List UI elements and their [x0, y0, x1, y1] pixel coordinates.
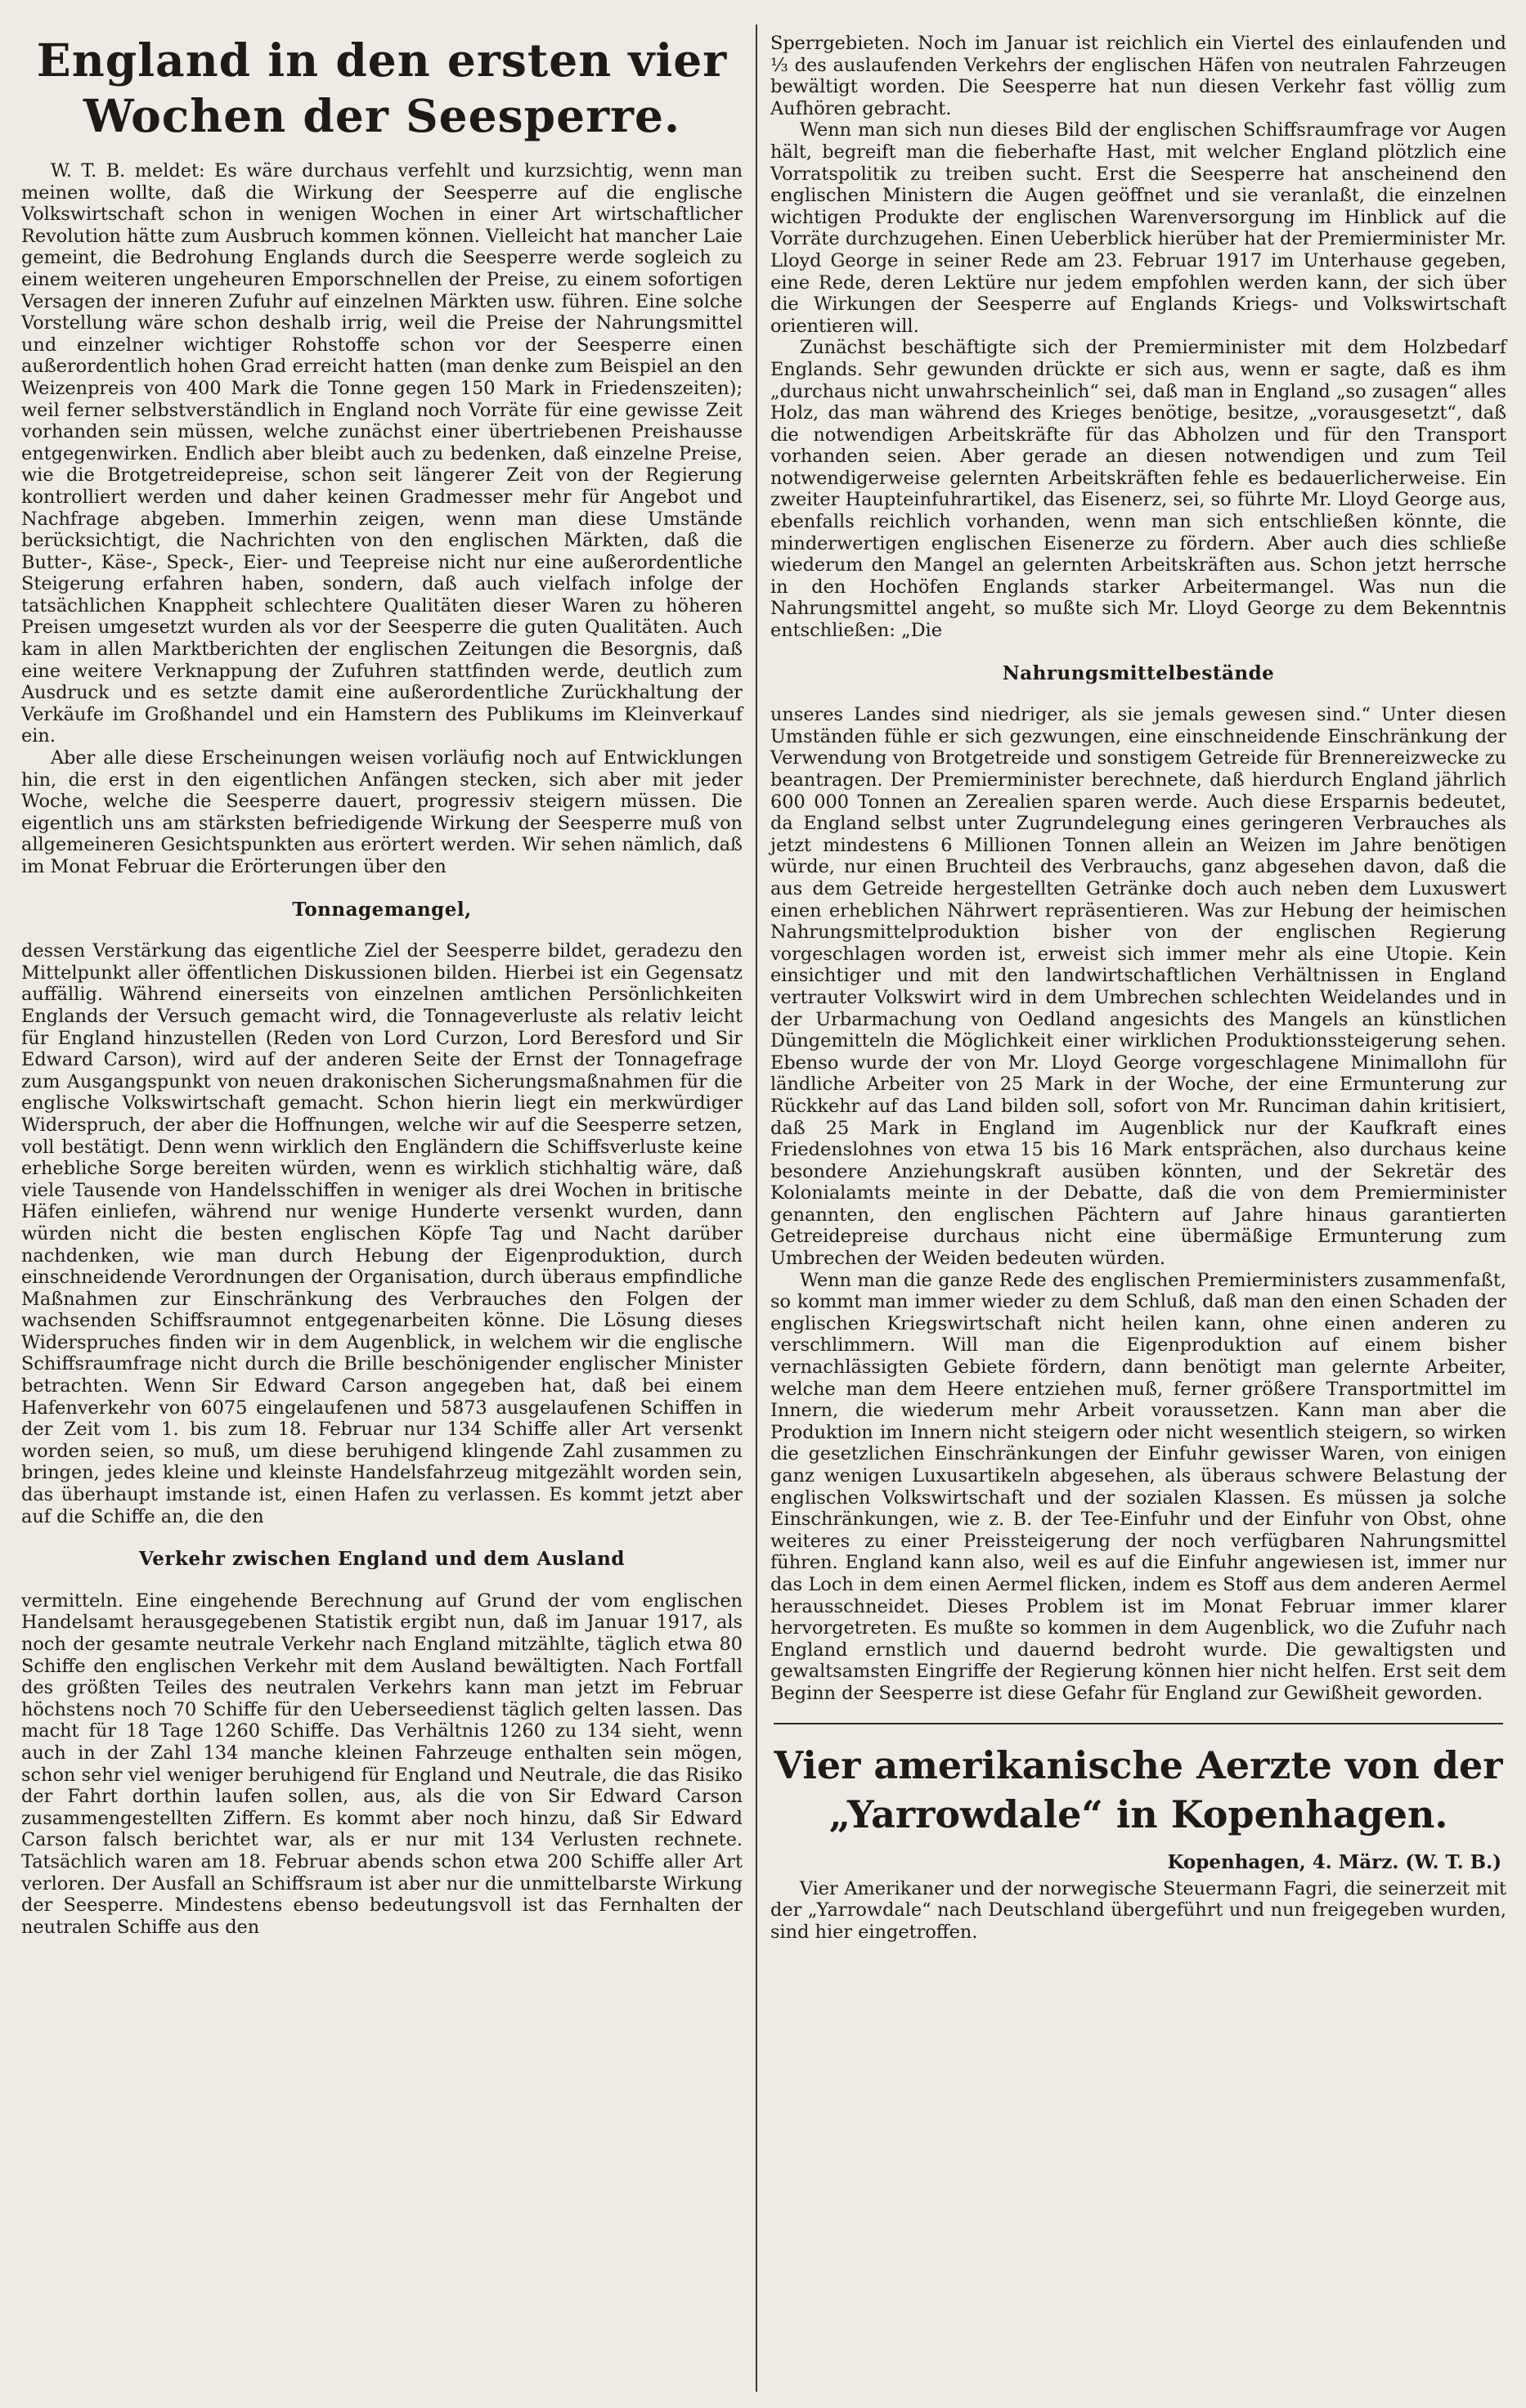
article-paragraph: Aber alle diese Erscheinungen weisen vorläufig noch auf Entwicklungen hin, die erst in den eigentlichen Anfängen stecken, sich aber mit jeder Woche, welche die Seesperre dauert, progressiv steigern müssen. Die eigentlich uns am stärksten befriedigende Wirkung der Seesperre muß von allgemeineren Gesichtspunkten aus erörtert werden. Wir sehen nämlich, daß im Monat Februar die Erörterungen über den: [21, 747, 743, 877]
article-paragraph: Zunächst beschäftigte sich der Premierminister mit dem Holzbedarf Englands. Sehr gewunden drückte er sich aus, wenn er sagte, daß es ihm „durchaus nicht unwahrscheinlich“ sei, daß man in England „so zusagen“ alles Holz, das man während des Krieges benötige, besitze, „vorausgesetzt“, daß die notwendigen Arbeitskräfte für das Abholzen und für den Transport vorhanden seien. Aber gerade an diesen notwendigen und zum Teil notwendigerweise gelernten Arbeitskräften fehle es bedauerlicherweise. Ein zweiter Haupteinfuhrartikel, das Eisenerz, sei, so führte Mr. Lloyd George aus, ebenfalls reichlich vorhanden, wenn man sich entschließen könnte, die minderwertigen englischen Eisenerze zu fördern. Aber auch dies schließe wiederum den Mangel an gelernten Arbeitskräften aus. Schon jetzt herrsche in den Hochöfen Englands starker Arbeitermangel. Was nun die Nahrungsmittel angeht, so mußte sich Mr. Lloyd George zu dem Bekenntnis entschließen: „Die: [770, 337, 1506, 642]
article-paragraph: unseres Landes sind niedriger, als sie jemals gewesen sind.“ Unter diesen Umständen fühle er sich gezwungen, eine einschneidende Einschränkung der Verwendung von Brotgetreide und sonstigem Getreide für Brennereizwecke zu beantragen. Der Premierminister berechnete, daß hierdurch England jährlich 600 000 Tonnen an Zerealien sparen werde. Auch diese Ersparnis bedeutet, da England selbst unter Zugrundelegung eines geringeren Verbrauches als jetzt mindestens 6 Millionen Tonnen allein an Weizen im Jahre benötigen würde, nur einen Bruchteil des Verbrauchs, ganz abgesehen davon, daß die aus dem Getreide hergestellten Getränke doch auch neben dem Luxuswert einen erheblichen Nährwert repräsentieren. Was zur Hebung der heimischen Nahrungsmittelproduktion bisher von der englischen Regierung vorgeschlagen worden ist, erweist sich immer mehr als eine Utopie. Kein einsichtiger und mit den landwirtschaftlichen Verhältnissen in England vertrauter Volkswirt wird in dem Umbrechen schlechten Weidelandes und in der Urbarmachung von Oedland angesichts des Mangels an künstlichen Düngemitteln die Möglichkeit einer wirklichen Produktionssteigerung sehen. Ebenso wurde der von Mr. Lloyd George vorgeschlagene Minimallohn für ländliche Arbeiter von 25 Mark in der Woche, der eine Ermunterung zur Rückkehr auf das Land bilden soll, sofort von Mr. Runciman dahin kritisiert, daß 25 Mark in England im Augenblick nur der Kaufkraft eines Friedenslohnes von etwa 15 bis 16 Mark entsprächen, also durchaus keine besondere Anziehungskraft ausüben könnten, und der Sekretär des Kolonialamts meinte in der Debatte, daß die von dem Premierminister genannten, den englischen Pächtern auf Jahre hinaus garantierten Getreidepreise durchaus nicht eine übermäßige Ermunterung zum Umbrechen der Weiden bedeuten würden.: [770, 704, 1506, 1270]
article-separator: [774, 1723, 1503, 1724]
article-paragraph: Wenn man die ganze Rede des englischen Premierministers zusammenfaßt, so kommt man immer wieder zu dem Schluß, daß man den einen Schaden der englischen Kriegswirtschaft nicht heilen kann, ohne einen anderen zu verschlimmern. Will man die Eigenproduktion auf einem bisher vernachlässigten Gebiete fördern, dann benötigt man gelernte Arbeiter, welche man dem Heere entziehen muß, ferner größere Transportmittel im Innern, die wiederum mehr Arbeit voraussetzen. Kann man aber die Produktion im Innern nicht steigern oder nicht wesentlich steigern, so wirken die gesetzlichen Einschränkungen der Einfuhr gewisser Waren, von einigen ganz wenigen Luxusartikeln abgesehen, als überaus schwere Belastung der englischen Volkswirtschaft und der sozialen Klassen. Es müssen ja solche Einschränkungen, wie z. B. der Tee-Einfuhr und der Einfuhr von Obst, ohne weiteres zu einer Preissteigerung der noch verfügbaren Nahrungsmittel führen. England kann also, weil es auf die Einfuhr angewiesen ist, immer nur das Loch in dem einen Aermel flicken, indem es Stoff aus dem anderen Aermel herausschneidet. Dieses Problem ist im Monat Februar immer klarer hervorgetreten. Es mußte so kommen in dem Augenblick, wo die Zufuhr nach England ernstlich und dauernd bedroht wurde. Die gewaltigsten und gewaltsamsten Eingriffe der Regierung können hier nicht helfen. Erst seit dem Beginn der Seesperre ist diese Gefahr für England zur Gewißheit geworden.: [770, 1269, 1506, 1704]
article-title: Vier amerikanische Aerzte von der „Yarrowdale“ in Kopenhagen.: [774, 1742, 1503, 1836]
article-paragraph: Vier Amerikaner und der norwegische Steuermann Fagri, die seinerzeit mit der „Yarrowdale“ nach Deutschland übergeführt und nun freigegeben wurden, sind hier eingetroffen.: [770, 1877, 1506, 1943]
article-paragraph: Sperrgebieten. Noch im Januar ist reichlich ein Viertel des einlaufenden und ⅓ des auslaufenden Verkehrs der englischen Häfen von neutralen Fahrzeugen bewältigt worden. Die Seesperre hat nun diesen Verkehr fast völlig zum Aufhören gebracht.: [770, 33, 1506, 119]
article-title: England in den ersten vier Wochen der Seesperre.: [36, 34, 728, 142]
section-heading: Verkehr zwischen England und dem Ausland: [139, 1548, 625, 1571]
article-paragraph: vermitteln. Eine eingehende Berechnung auf Grund der vom englischen Handelsamt herausgegebenen Statistik ergibt nun, daß im Januar 1917, als noch der gesamte neutrale Verkehr nach England mitzählte, täglich etwa 80 Schiffe den englischen Verkehr mit dem Ausland bewältigten. Nach Fortfall des größten Teiles des neutralen Verkehrs kann man jetzt im Februar höchstens noch 70 Schiffe für den Ueberseedienst täglich gelten lassen. Das macht für 18 Tage 1260 Schiffe. Das Verhältnis 1260 zu 134 sieht, wenn auch in der Zahl 134 manche kleinen Fahrzeuge enthalten sein mögen, schon sehr viel weniger beruhigend für England und Neutrale, die das Risiko der Fahrt dorthin laufen sollen, aus, als die von Sir Edward Carson zusammengestellten Ziffern. Es kommt aber noch hinzu, daß Sir Edward Carson falsch berichtet war, als er nur mit 134 Verlusten rechnete. Tatsächlich waren am 18. Februar abends schon etwa 200 Schiffe aller Art verloren. Der Ausfall an Schiffsraum ist aber nur die unmittelbarste Wirkung der Seesperre. Mindestens ebenso bedeutungsvoll ist das Fernhalten der neutralen Schiffe aus den: [21, 1590, 743, 1938]
article-paragraph: W. T. B. meldet: Es wäre durchaus verfehlt und kurzsichtig, wenn man meinen wollte, daß die Wirkung der Seesperre auf die englische Volkswirtschaft schon in wenigen Wochen in einer Art wirtschaftlicher Revolution hätte zum Ausbruch kommen können. Vielleicht hat mancher Laie gemeint, die Bedrohung Englands durch die Seesperre werde sogleich zu einem weiteren ungeheuren Emporschnellen der Preise, zu einem sofortigen Versagen der inneren Zufuhr auf einzelnen Märkten usw. führen. Eine solche Vorstellung wäre schon deshalb irrig, weil die Preise der Nahrungsmittel und einzelner wichtiger Rohstoffe schon vor der Seesperre einen außerordentlich hohen Grad erreicht hatten (man denke zum Beispiel an den Weizenpreis von 400 Mark die Tonne gegen 150 Mark in Friedenszeiten); weil ferner selbstverständlich in England noch Vorräte für eine gewisse Zeit vorhanden sein müssen, welche zunächst einer übertriebenen Preishausse entgegenwirken. Endlich aber bleibt auch zu bedenken, daß einzelne Preise, wie die Brotgetreidepreise, schon seit längerer Zeit von der Regierung kontrolliert werden und daher keinen Gradmesser mehr für Angebot und Nachfrage abgeben. Immerhin zeigen, wenn man diese Umstände berücksichtigt, die Nachrichten von den englischen Märkten, daß die Butter-, Käse-, Speck-, Eier- und Teepreise nicht nur eine außerordentliche Steigerung erfahren haben, sondern, daß auch vielfach infolge der tatsächlichen Knappheit schlechtere Qualitäten dieser Waren zu höheren Preisen umgesetzt wurden als vor der Seesperre die guten Qualitäten. Auch kam in allen Marktberichten der englischen Zeitungen die Besorgnis, daß eine weitere Verknappung der Zufuhren stattfinden werde, deutlich zum Ausdruck und es setzte damit eine außerordentliche Zurückhaltung der Verkäufe im Großhandel und ein Hamstern des Publikums im Kleinverkauf ein.: [21, 160, 743, 747]
section-heading: Nahrungsmittelbestände: [1002, 661, 1275, 684]
right-column: [761, 0, 1519, 2408]
article-paragraph: dessen Verstärkung das eigentliche Ziel der Seesperre bildet, geradezu den Mittelpunkt aller öffentlichen Diskussionen bilden. Hierbei ist ein Gegensatz auffällig. Während einerseits von einzelnen amtlichen Persönlichkeiten Englands der Versuch gemacht wird, die Tonnageverluste als relativ leicht für England hinzustellen (Reden von Lord Curzon, Lord Beresford und Sir Edward Carson), wird auf der anderen Seite der Ernst der Tonnagefrage zum Ausgangspunkt von neuen drakonischen Sicherungsmaßnahmen für die englische Volkswirtschaft gemacht. Schon hierin liegt ein merkwürdiger Widerspruch, der aber die Hoffnungen, welche wir auf die Seesperre setzen, voll bestätigt. Denn wenn wirklich den Engländern die Schiffsverluste keine erhebliche Sorge bereiten würden, wenn es wirklich stichhaltig wäre, daß viele Tausende von Handelsschiffen in weniger als drei Wochen in britische Häfen einliefen, während nur wenige Hunderte versenkt wurden, dann würden nicht die besten englischen Köpfe Tag und Nacht darüber nachdenken, wie man durch Hebung der Eigenproduktion, durch einschneidende Verordnungen der Organisation, durch überaus empfindliche Maßnahmen zur Einschränkung des Verbrauches den Folgen der wachsenden Schiffsraumnot entgegenarbeiten könne. Die Lösung dieses Widerspruches finden wir in dem Augenblick, in welchem wir die englische Schiffsraumfrage nicht durch die Brille beschönigender englischer Minister betrachten. Wenn Sir Edward Carson angegeben hat, daß bei einem Hafenverkehr von 6075 eingelaufenen und 5873 ausgelaufenen Schiffen in der Zeit vom 1. bis zum 18. Februar nur 134 Schiffe aller Art versenkt worden seien, so muß, um diese beruhigend klingende Zahl zusammen zu bringen, jedes kleine und kleinste Handelsfahrzeug mitgezählt worden sein, das überhaupt imstande ist, einen Hafen zu verlassen. Es kommt jetzt aber auf die Schiffe an, die den: [21, 940, 743, 1527]
article-paragraph: Wenn man sich nun dieses Bild der englischen Schiffsraumfrage vor Augen hält, begreift man die fieberhafte Hast, mit welcher England plötzlich eine Vorratspolitik zu treiben sucht. Erst die Seesperre hat anscheinend den englischen Ministern die Augen geöffnet und sie veranlaßt, die einzelnen wichtigen Produkte der englischen Warenversorgung im Hinblick auf die Vorräte durchzugehen. Einen Ueberblick hierüber hat der Premierminister Mr. Lloyd George in seiner Rede am 23. Februar 1917 im Unterhause gegeben, eine Rede, deren Lektüre nur jedem empfohlen werden kann, der sich über die Wirkungen der Seesperre auf Englands Kriegs- und Volkswirtschaft orientieren will.: [770, 119, 1506, 337]
left-column: [7, 0, 754, 2408]
section-heading: Tonnagemangel,: [292, 898, 472, 921]
dateline: Kopenhagen, 4. März. (W. T. B.): [1167, 1850, 1501, 1873]
column-divider: [756, 25, 757, 2392]
